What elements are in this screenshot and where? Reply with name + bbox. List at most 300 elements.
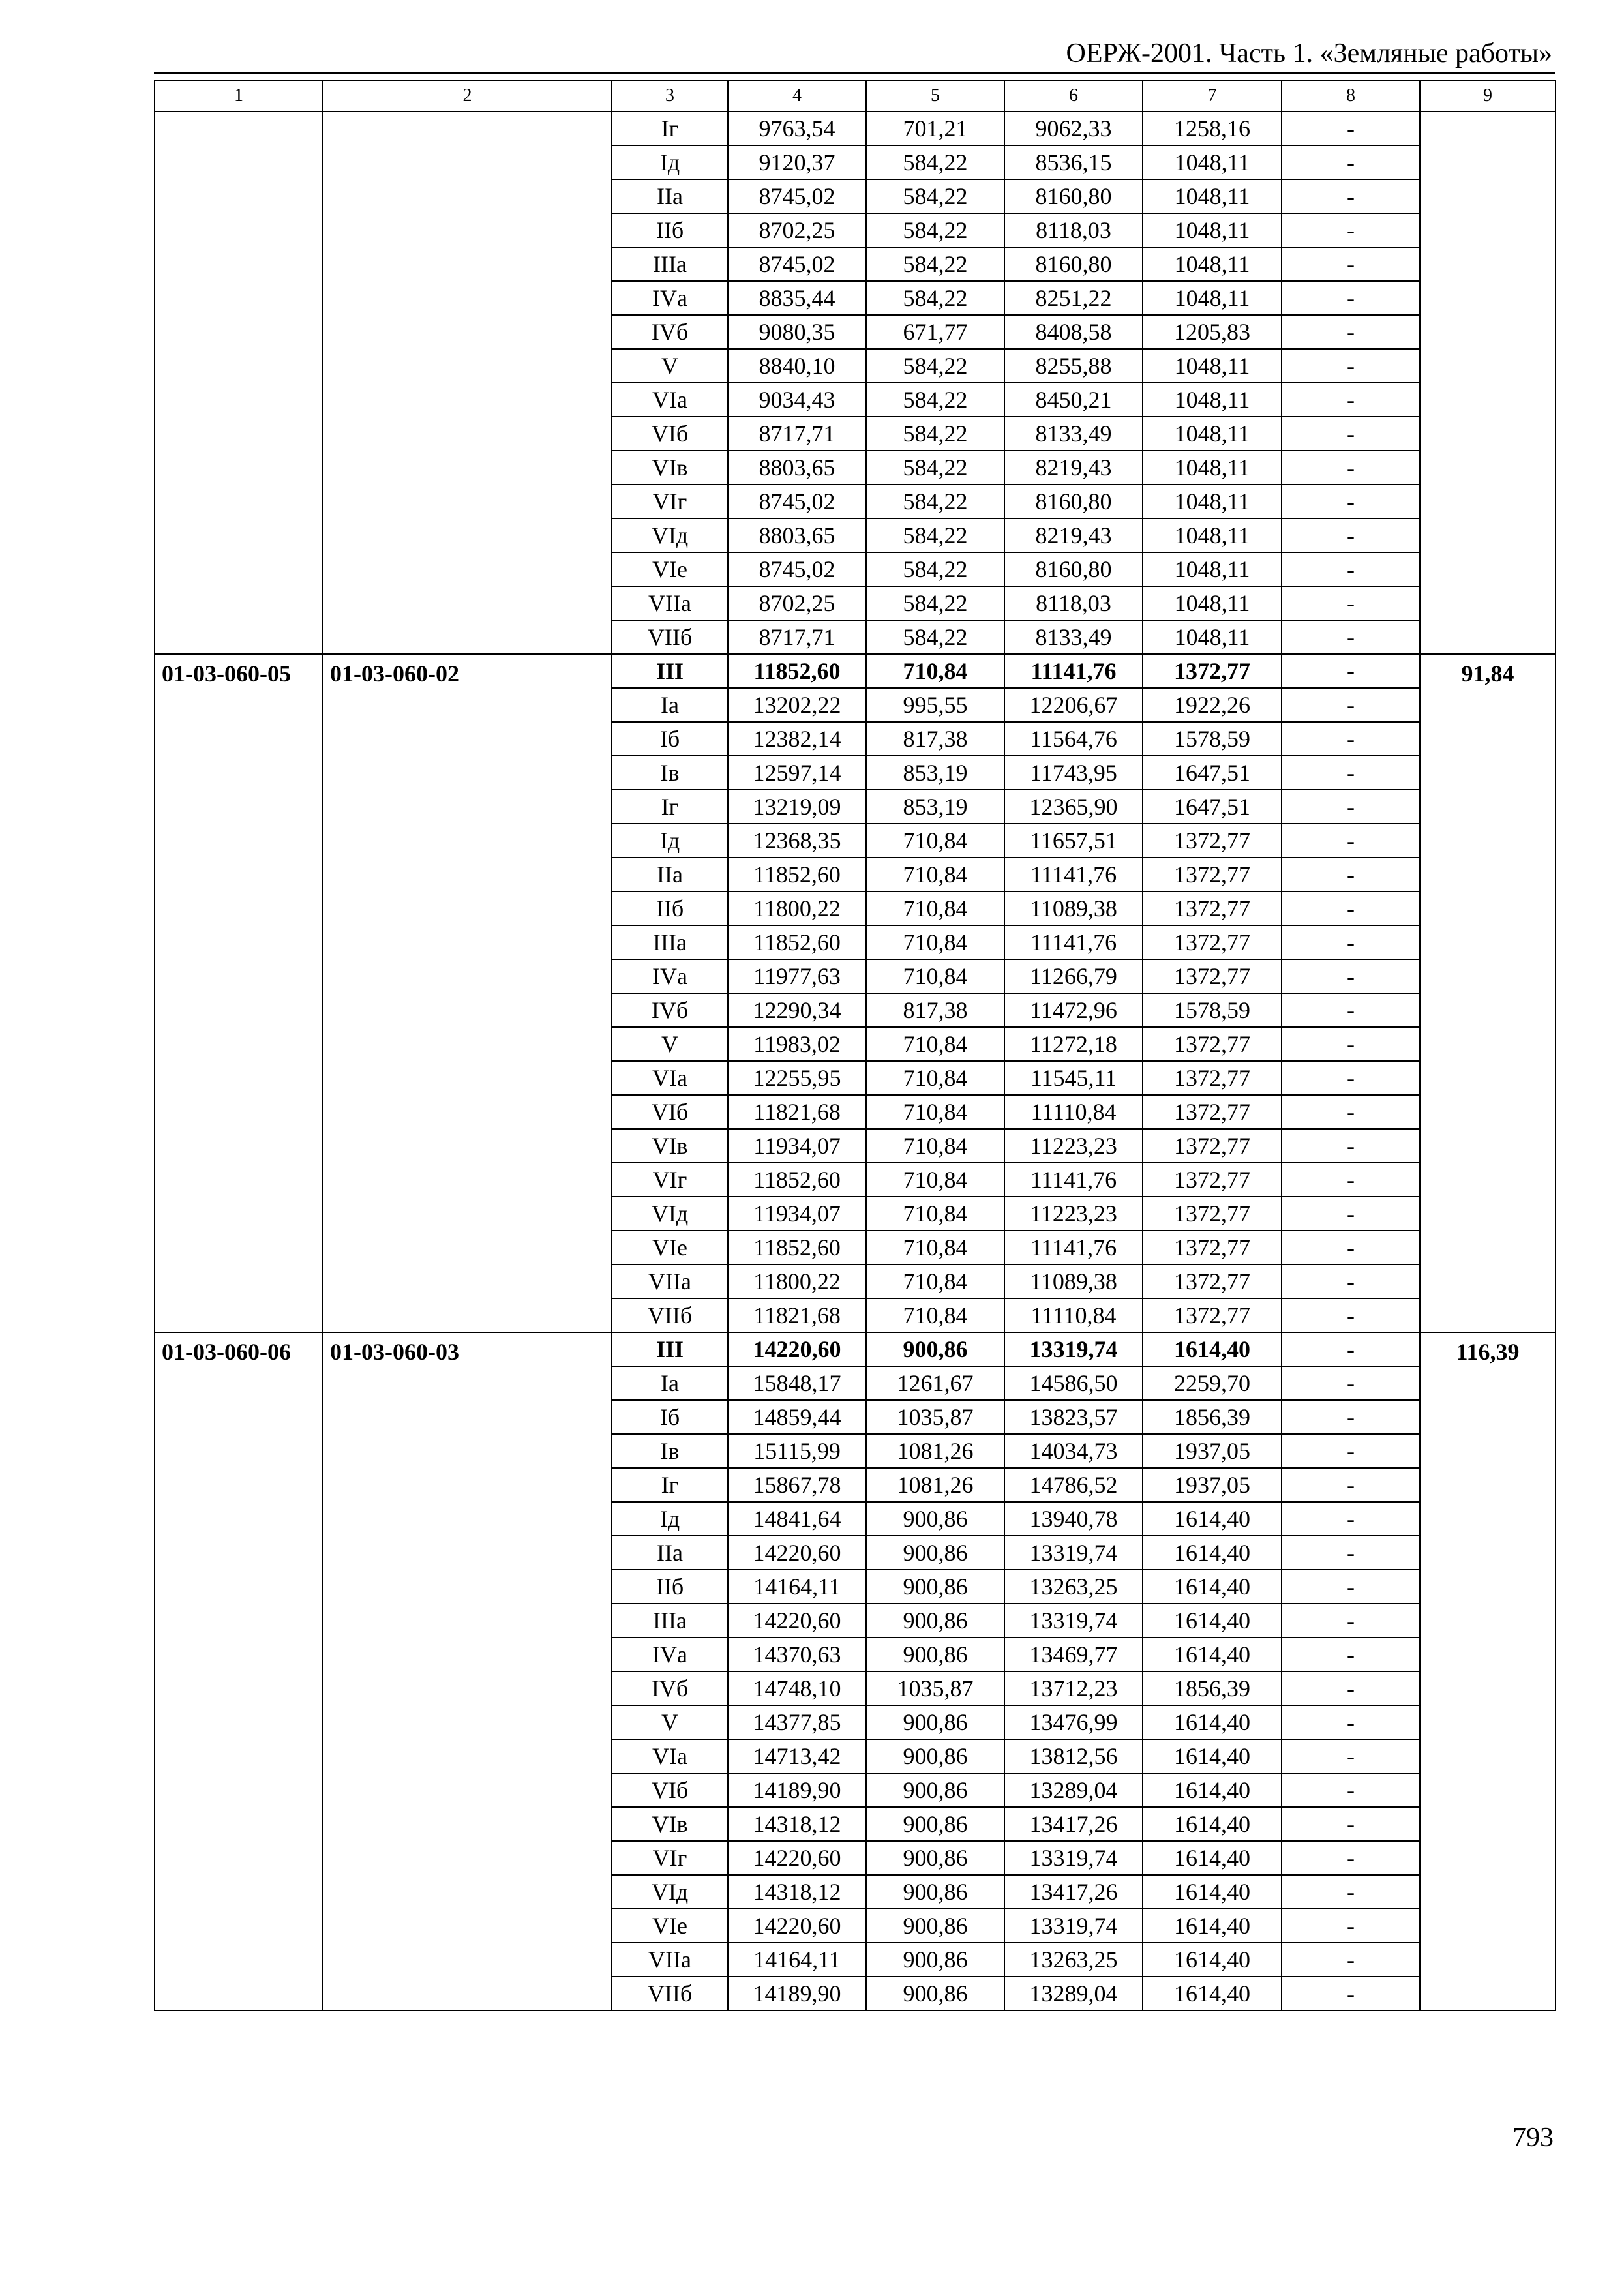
value-cell: 8118,03	[1004, 586, 1143, 620]
value-cell: 11977,63	[728, 959, 866, 993]
value-cell: 12206,67	[1004, 688, 1143, 722]
zone-cell: VIе	[612, 1231, 728, 1264]
zone-cell: VIа	[612, 1739, 728, 1773]
reference-code-cell	[323, 112, 612, 654]
value-cell: 11852,60	[728, 654, 866, 688]
value-cell: 710,84	[866, 1264, 1004, 1298]
value-cell: 1048,11	[1143, 485, 1282, 518]
value-cell: 8835,44	[728, 281, 866, 315]
value-cell: 13823,57	[1004, 1400, 1143, 1434]
value-cell: 1372,77	[1143, 925, 1282, 959]
value-cell: 900,86	[866, 1773, 1004, 1807]
value-cell: 1048,11	[1143, 417, 1282, 451]
value-cell: 710,84	[866, 1197, 1004, 1231]
value-cell: -	[1282, 1231, 1420, 1264]
value-cell: 1205,83	[1143, 315, 1282, 349]
value-cell: 14220,60	[728, 1841, 866, 1875]
value-cell: -	[1282, 1502, 1420, 1536]
value-cell: 1372,77	[1143, 891, 1282, 925]
column-number: 5	[866, 80, 1004, 112]
value-cell: 900,86	[866, 1332, 1004, 1366]
value-cell: 701,21	[866, 112, 1004, 145]
value-cell: 9763,54	[728, 112, 866, 145]
value-cell: 710,84	[866, 1298, 1004, 1332]
zone-cell: VIв	[612, 1129, 728, 1163]
value-cell: 1614,40	[1143, 1807, 1282, 1841]
value-cell: -	[1282, 1671, 1420, 1705]
value-cell: 1372,77	[1143, 858, 1282, 891]
zone-cell: Iг	[612, 790, 728, 824]
value-cell: 900,86	[866, 1807, 1004, 1841]
value-cell: 14318,12	[728, 1875, 866, 1909]
value-cell: 1081,26	[866, 1468, 1004, 1502]
value-cell: 11657,51	[1004, 824, 1143, 858]
value-cell: 11223,23	[1004, 1197, 1143, 1231]
value-cell: -	[1282, 824, 1420, 858]
value-cell: 1647,51	[1143, 756, 1282, 790]
value-cell: 1578,59	[1143, 722, 1282, 756]
zone-cell: IVа	[612, 1638, 728, 1671]
zone-cell: VIв	[612, 1807, 728, 1841]
value-cell: 9062,33	[1004, 112, 1143, 145]
value-cell: 1372,77	[1143, 654, 1282, 688]
value-cell: -	[1282, 722, 1420, 756]
zone-cell: Iг	[612, 1468, 728, 1502]
value-cell: -	[1282, 1536, 1420, 1570]
table-row	[155, 112, 1556, 145]
value-cell: -	[1282, 1027, 1420, 1061]
document-title: ОЕРЖ-2001. Часть 1. «Земляные работы»	[1066, 38, 1552, 68]
value-cell: 11141,76	[1004, 1163, 1143, 1197]
zone-cell: VIа	[612, 383, 728, 417]
value-cell: 14164,11	[728, 1943, 866, 1977]
value-cell: 12255,95	[728, 1061, 866, 1095]
value-cell: 14189,90	[728, 1773, 866, 1807]
value-cell: 1372,77	[1143, 1264, 1282, 1298]
value-cell: 1048,11	[1143, 349, 1282, 383]
value-cell: -	[1282, 1366, 1420, 1400]
value-cell: 8160,80	[1004, 485, 1143, 518]
value-cell: 11983,02	[728, 1027, 866, 1061]
zone-cell: IVб	[612, 993, 728, 1027]
zone-cell: Iа	[612, 1366, 728, 1400]
value-cell: 8702,25	[728, 586, 866, 620]
zone-cell: VIIа	[612, 1943, 728, 1977]
value-cell: 11564,76	[1004, 722, 1143, 756]
zone-cell: V	[612, 1027, 728, 1061]
value-cell: 11934,07	[728, 1129, 866, 1163]
value-cell: 900,86	[866, 1875, 1004, 1909]
value-cell: 1048,11	[1143, 552, 1282, 586]
value-cell: -	[1282, 620, 1420, 654]
zone-cell: VIIб	[612, 1977, 728, 2011]
column-number-row	[155, 80, 1556, 112]
zone-cell: VIб	[612, 1095, 728, 1129]
value-cell: 11141,76	[1004, 858, 1143, 891]
value-cell: -	[1282, 1977, 1420, 2011]
value-cell: 584,22	[866, 485, 1004, 518]
zone-cell: Iд	[612, 145, 728, 179]
value-cell: 900,86	[866, 1570, 1004, 1604]
value-cell: -	[1282, 179, 1420, 213]
value-cell: -	[1282, 688, 1420, 722]
value-cell: 8133,49	[1004, 417, 1143, 451]
value-cell: -	[1282, 1332, 1420, 1366]
rate-code-cell	[155, 112, 323, 654]
value-cell: 1614,40	[1143, 1570, 1282, 1604]
value-cell: -	[1282, 1468, 1420, 1502]
zone-cell: IVа	[612, 959, 728, 993]
value-cell: 13263,25	[1004, 1943, 1143, 1977]
value-cell: -	[1282, 417, 1420, 451]
value-cell: 14034,73	[1004, 1434, 1143, 1468]
value-cell: 13319,74	[1004, 1841, 1143, 1875]
value-cell: 817,38	[866, 722, 1004, 756]
value-cell: 14748,10	[728, 1671, 866, 1705]
value-cell: 9080,35	[728, 315, 866, 349]
value-cell: -	[1282, 281, 1420, 315]
zone-cell: Iд	[612, 1502, 728, 1536]
value-cell: 8118,03	[1004, 213, 1143, 247]
value-cell: 12365,90	[1004, 790, 1143, 824]
zone-cell: VIг	[612, 1841, 728, 1875]
value-cell: -	[1282, 1807, 1420, 1841]
value-cell: 1035,87	[866, 1671, 1004, 1705]
value-cell: 11934,07	[728, 1197, 866, 1231]
value-cell: 900,86	[866, 1841, 1004, 1875]
value-cell: 710,84	[866, 654, 1004, 688]
value-cell: 8745,02	[728, 552, 866, 586]
zone-cell: VIе	[612, 552, 728, 586]
zone-cell: IVб	[612, 1671, 728, 1705]
value-cell: -	[1282, 1943, 1420, 1977]
zone-cell: VIг	[612, 485, 728, 518]
header-rule	[154, 72, 1555, 74]
page-number: 793	[1512, 2123, 1554, 2153]
value-cell: 15867,78	[728, 1468, 866, 1502]
value-cell: 11821,68	[728, 1298, 866, 1332]
value-cell: 1614,40	[1143, 1502, 1282, 1536]
value-cell: -	[1282, 1129, 1420, 1163]
value-cell: 8745,02	[728, 485, 866, 518]
value-cell: 11743,95	[1004, 756, 1143, 790]
value-cell: 14786,52	[1004, 1468, 1143, 1502]
value-cell: 1048,11	[1143, 451, 1282, 485]
value-cell: 1048,11	[1143, 518, 1282, 552]
value-cell: 8251,22	[1004, 281, 1143, 315]
value-cell: 12368,35	[728, 824, 866, 858]
value-cell: 14586,50	[1004, 1366, 1143, 1400]
value-cell: -	[1282, 993, 1420, 1027]
value-cell: 1937,05	[1143, 1468, 1282, 1502]
value-cell: 13319,74	[1004, 1536, 1143, 1570]
value-cell: 584,22	[866, 247, 1004, 281]
value-cell: 710,84	[866, 1061, 1004, 1095]
value-cell: 1372,77	[1143, 1231, 1282, 1264]
zone-cell: Iг	[612, 112, 728, 145]
zone-cell: IIб	[612, 213, 728, 247]
zone-cell: III	[612, 654, 728, 688]
value-cell: 584,22	[866, 620, 1004, 654]
value-cell: 14370,63	[728, 1638, 866, 1671]
value-cell: 13289,04	[1004, 1977, 1143, 2011]
zone-cell: Iб	[612, 722, 728, 756]
value-cell: 13417,26	[1004, 1807, 1143, 1841]
value-cell: 8219,43	[1004, 518, 1143, 552]
value-cell: 1081,26	[866, 1434, 1004, 1468]
value-cell: -	[1282, 349, 1420, 383]
value-cell: 12290,34	[728, 993, 866, 1027]
value-cell: -	[1282, 315, 1420, 349]
value-cell: 13289,04	[1004, 1773, 1143, 1807]
value-cell: 11141,76	[1004, 925, 1143, 959]
value-cell: 11266,79	[1004, 959, 1143, 993]
value-cell: 14841,64	[728, 1502, 866, 1536]
value-cell: 8717,71	[728, 417, 866, 451]
value-cell: 8160,80	[1004, 552, 1143, 586]
zone-cell: III	[612, 1332, 728, 1366]
value-cell: 13202,22	[728, 688, 866, 722]
zone-cell: IVб	[612, 315, 728, 349]
value-cell: -	[1282, 1095, 1420, 1129]
value-cell: 1856,39	[1143, 1400, 1282, 1434]
column-number: 2	[323, 80, 612, 112]
value-cell: 14220,60	[728, 1909, 866, 1943]
value-cell: 853,19	[866, 790, 1004, 824]
value-cell: 11472,96	[1004, 993, 1143, 1027]
value-cell: 1578,59	[1143, 993, 1282, 1027]
value-cell: 1035,87	[866, 1400, 1004, 1434]
column-number: 3	[612, 80, 728, 112]
value-cell: 14859,44	[728, 1400, 866, 1434]
value-cell: -	[1282, 213, 1420, 247]
value-cell: 12597,14	[728, 756, 866, 790]
value-cell: 1048,11	[1143, 145, 1282, 179]
value-cell: 1048,11	[1143, 213, 1282, 247]
zone-cell: V	[612, 1705, 728, 1739]
value-cell: 8408,58	[1004, 315, 1143, 349]
value-cell: 1261,67	[866, 1366, 1004, 1400]
value-cell: 1372,77	[1143, 1298, 1282, 1332]
labor-cost-cell: 91,84	[1420, 654, 1556, 1332]
value-cell: 8160,80	[1004, 247, 1143, 281]
value-cell: 2259,70	[1143, 1366, 1282, 1400]
zone-cell: IIа	[612, 858, 728, 891]
value-cell: 1372,77	[1143, 959, 1282, 993]
value-cell: 1372,77	[1143, 1163, 1282, 1197]
zone-cell: IIа	[612, 179, 728, 213]
value-cell: -	[1282, 891, 1420, 925]
value-cell: 1048,11	[1143, 281, 1282, 315]
value-cell: 710,84	[866, 959, 1004, 993]
value-cell: 584,22	[866, 451, 1004, 485]
value-cell: 900,86	[866, 1502, 1004, 1536]
value-cell: -	[1282, 451, 1420, 485]
value-cell: 1048,11	[1143, 247, 1282, 281]
value-cell: -	[1282, 1400, 1420, 1434]
value-cell: 671,77	[866, 315, 1004, 349]
value-cell: -	[1282, 1773, 1420, 1807]
value-cell: 15115,99	[728, 1434, 866, 1468]
value-cell: 710,84	[866, 1027, 1004, 1061]
zone-cell: Iв	[612, 1434, 728, 1468]
value-cell: 1614,40	[1143, 1332, 1282, 1366]
value-cell: 900,86	[866, 1604, 1004, 1638]
value-cell: -	[1282, 518, 1420, 552]
zone-cell: IVа	[612, 281, 728, 315]
value-cell: 14220,60	[728, 1332, 866, 1366]
value-cell: -	[1282, 586, 1420, 620]
value-cell: 853,19	[866, 756, 1004, 790]
zone-cell: IIб	[612, 1570, 728, 1604]
value-cell: -	[1282, 1163, 1420, 1197]
zone-cell: Iа	[612, 688, 728, 722]
value-cell: 1372,77	[1143, 1027, 1282, 1061]
value-cell: 13319,74	[1004, 1332, 1143, 1366]
value-cell: -	[1282, 1434, 1420, 1468]
value-cell: 13219,09	[728, 790, 866, 824]
value-cell: 8219,43	[1004, 451, 1143, 485]
value-cell: 11852,60	[728, 1231, 866, 1264]
value-cell: 13319,74	[1004, 1909, 1143, 1943]
value-cell: 11110,84	[1004, 1298, 1143, 1332]
value-cell: 1258,16	[1143, 112, 1282, 145]
value-cell: 11089,38	[1004, 1264, 1143, 1298]
value-cell: 14713,42	[728, 1739, 866, 1773]
value-cell: 900,86	[866, 1909, 1004, 1943]
value-cell: -	[1282, 756, 1420, 790]
value-cell: 8133,49	[1004, 620, 1143, 654]
value-cell: 13319,74	[1004, 1604, 1143, 1638]
value-cell: -	[1282, 654, 1420, 688]
value-cell: 584,22	[866, 417, 1004, 451]
value-cell: 584,22	[866, 383, 1004, 417]
zone-cell: VIв	[612, 451, 728, 485]
value-cell: 710,84	[866, 891, 1004, 925]
value-cell: 11141,76	[1004, 1231, 1143, 1264]
value-cell: -	[1282, 1197, 1420, 1231]
value-cell: 900,86	[866, 1739, 1004, 1773]
value-cell: 11800,22	[728, 1264, 866, 1298]
value-cell: 710,84	[866, 1163, 1004, 1197]
value-cell: 11852,60	[728, 1163, 866, 1197]
value-cell: 1614,40	[1143, 1841, 1282, 1875]
value-cell: 1372,77	[1143, 1095, 1282, 1129]
value-cell: 817,38	[866, 993, 1004, 1027]
value-cell: 13476,99	[1004, 1705, 1143, 1739]
value-cell: 13263,25	[1004, 1570, 1143, 1604]
value-cell: 1048,11	[1143, 179, 1282, 213]
value-cell: 8536,15	[1004, 145, 1143, 179]
value-cell: 1614,40	[1143, 1875, 1282, 1909]
value-cell: -	[1282, 1298, 1420, 1332]
zone-cell: Iд	[612, 824, 728, 858]
value-cell: 900,86	[866, 1977, 1004, 2011]
zone-cell: IIIа	[612, 925, 728, 959]
value-cell: -	[1282, 1264, 1420, 1298]
value-cell: -	[1282, 145, 1420, 179]
value-cell: -	[1282, 247, 1420, 281]
value-cell: 14220,60	[728, 1604, 866, 1638]
value-cell: 13812,56	[1004, 1739, 1143, 1773]
value-cell: -	[1282, 959, 1420, 993]
value-cell: 8745,02	[728, 179, 866, 213]
value-cell: -	[1282, 383, 1420, 417]
value-cell: 710,84	[866, 925, 1004, 959]
value-cell: 1614,40	[1143, 1705, 1282, 1739]
labor-cost-cell: 116,39	[1420, 1332, 1556, 2011]
value-cell: 584,22	[866, 145, 1004, 179]
value-cell: 710,84	[866, 1231, 1004, 1264]
value-cell: -	[1282, 1909, 1420, 1943]
value-cell: 1614,40	[1143, 1638, 1282, 1671]
value-cell: -	[1282, 1875, 1420, 1909]
value-cell: 11852,60	[728, 858, 866, 891]
value-cell: 1372,77	[1143, 1197, 1282, 1231]
value-cell: 1614,40	[1143, 1604, 1282, 1638]
zone-cell: VIе	[612, 1909, 728, 1943]
column-number: 7	[1143, 80, 1282, 112]
value-cell: 11800,22	[728, 891, 866, 925]
zone-cell: IIа	[612, 1536, 728, 1570]
value-cell: -	[1282, 112, 1420, 145]
price-table	[154, 80, 1556, 2011]
zone-cell: Iб	[612, 1400, 728, 1434]
zone-cell: V	[612, 349, 728, 383]
labor-cost-cell	[1420, 112, 1556, 654]
reference-code-cell: 01-03-060-02	[323, 654, 612, 1332]
value-cell: -	[1282, 1061, 1420, 1095]
value-cell: -	[1282, 1570, 1420, 1604]
value-cell: 710,84	[866, 824, 1004, 858]
value-cell: 8803,65	[728, 451, 866, 485]
value-cell: 584,22	[866, 518, 1004, 552]
value-cell: 13417,26	[1004, 1875, 1143, 1909]
value-cell: -	[1282, 1638, 1420, 1671]
value-cell: 8717,71	[728, 620, 866, 654]
value-cell: 584,22	[866, 349, 1004, 383]
value-cell: 995,55	[866, 688, 1004, 722]
value-cell: -	[1282, 1604, 1420, 1638]
value-cell: 14164,11	[728, 1570, 866, 1604]
value-cell: 13940,78	[1004, 1502, 1143, 1536]
column-number: 6	[1004, 80, 1143, 112]
value-cell: 1614,40	[1143, 1909, 1282, 1943]
value-cell: 8255,88	[1004, 349, 1143, 383]
value-cell: 1048,11	[1143, 586, 1282, 620]
value-cell: 14377,85	[728, 1705, 866, 1739]
value-cell: 900,86	[866, 1943, 1004, 1977]
value-cell: -	[1282, 1705, 1420, 1739]
value-cell: 710,84	[866, 1095, 1004, 1129]
value-cell: 584,22	[866, 179, 1004, 213]
value-cell: 1372,77	[1143, 824, 1282, 858]
value-cell: 900,86	[866, 1536, 1004, 1570]
value-cell: 710,84	[866, 858, 1004, 891]
zone-cell: VIб	[612, 417, 728, 451]
zone-cell: VIIа	[612, 1264, 728, 1298]
zone-cell: IIб	[612, 891, 728, 925]
zone-cell: VIIб	[612, 1298, 728, 1332]
value-cell: 11110,84	[1004, 1095, 1143, 1129]
value-cell: 584,22	[866, 552, 1004, 586]
value-cell: 9120,37	[728, 145, 866, 179]
value-cell: -	[1282, 925, 1420, 959]
value-cell: 1048,11	[1143, 620, 1282, 654]
table-row	[155, 1332, 1556, 1366]
value-cell: 1372,77	[1143, 1129, 1282, 1163]
value-cell: 8702,25	[728, 213, 866, 247]
